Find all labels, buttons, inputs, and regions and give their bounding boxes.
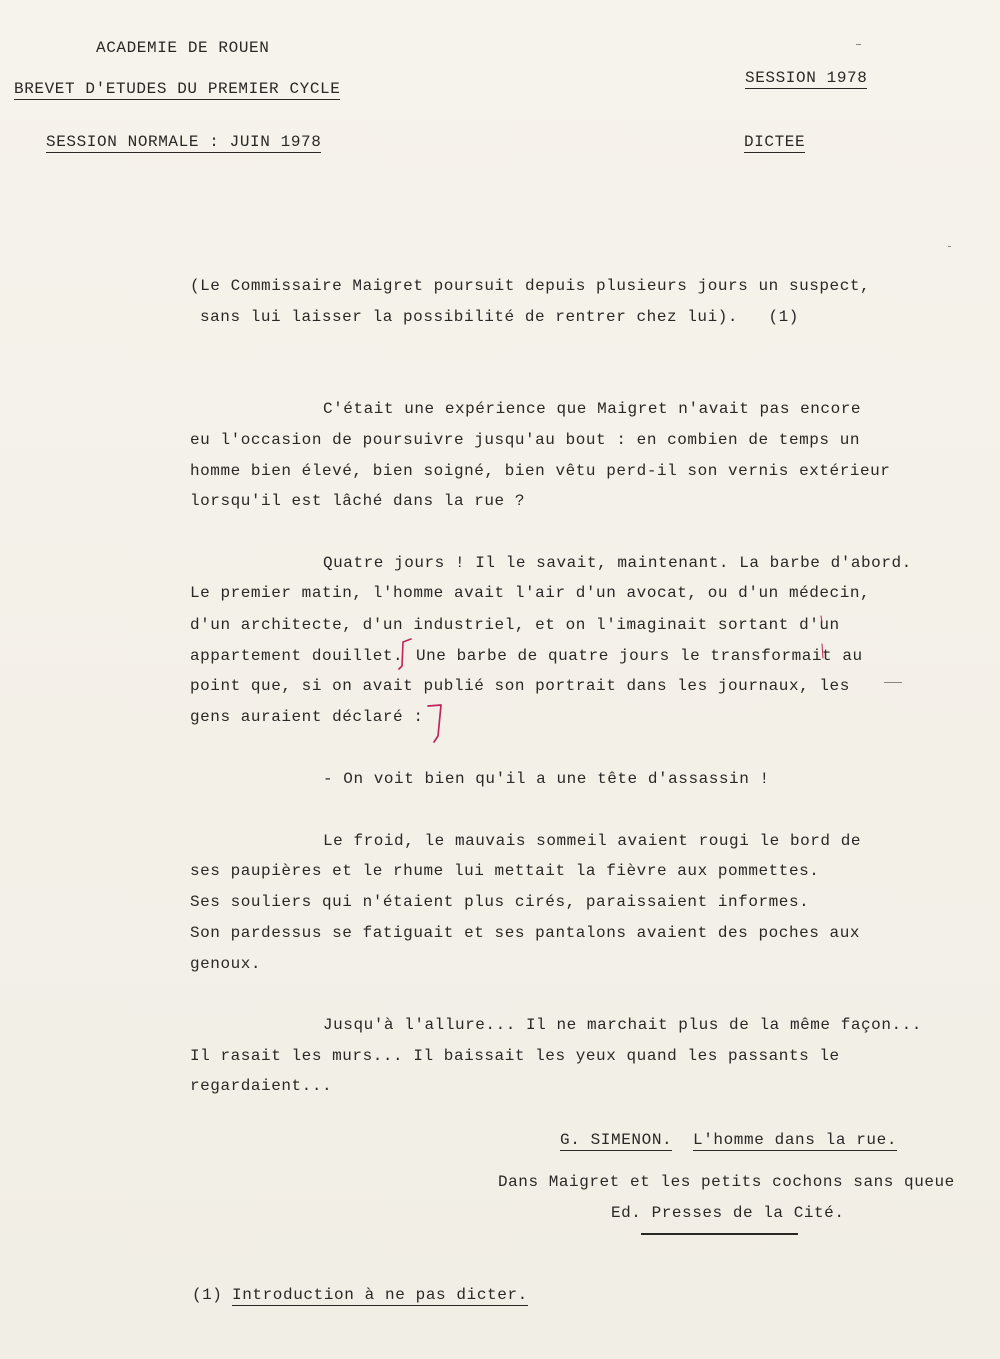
paper-speck: [884, 682, 902, 683]
session-year: SESSION 1978: [745, 69, 868, 87]
p5-line-3: regardaient...: [190, 1077, 333, 1095]
work-title: L'homme dans la rue.: [693, 1131, 898, 1149]
p2-line-4b: Une barbe de quatre jours le transformait au: [416, 647, 863, 665]
p4-line-5: genoux.: [190, 955, 262, 973]
footnote-marker: (1): [192, 1286, 223, 1304]
p2-line-4a: appartement douillet.: [190, 647, 404, 665]
p4-line-1: Le froid, le mauvais sommeil avaient rougi le bord de: [323, 832, 862, 850]
p4-line-3: Ses souliers qui n'étaient plus cirés, paraissaient informes.: [190, 893, 810, 911]
session-normale: SESSION NORMALE : JUIN 1978: [46, 133, 322, 151]
author-name: G. SIMENON.: [560, 1131, 673, 1149]
p5-line-1: Jusqu'à l'allure... Il ne marchait plus de la même façon...: [323, 1016, 922, 1034]
intro-line-1: (Le Commissaire Maigret poursuit depuis plusieurs jours un suspect,: [190, 277, 871, 295]
attribution-rule: [641, 1233, 798, 1235]
red-tick-icon: [818, 614, 826, 664]
exam-title: BREVET D'ETUDES DU PREMIER CYCLE: [14, 80, 341, 98]
p2-line-2: Le premier matin, l'homme avait l'air d'un avocat, ou d'un médecin,: [190, 584, 871, 602]
red-bracket-close-icon: [426, 702, 444, 746]
p1-line-2: eu l'occasion de poursuivre jusqu'au bout : en combien de temps un: [190, 431, 861, 449]
footnote-text: Introduction à ne pas dicter.: [232, 1286, 528, 1304]
source-line: Dans Maigret et les petits cochons sans queue: [498, 1173, 955, 1191]
paper-speck: [948, 246, 951, 247]
academy-title: ACADEMIE DE ROUEN: [96, 39, 270, 57]
red-bracket-open-icon: [398, 636, 414, 672]
paper-speck: [856, 44, 861, 45]
p1-line-3: homme bien élevé, bien soigné, bien vêtu perd-il son vernis extérieur: [190, 462, 891, 480]
p2-line-1: Quatre jours ! Il le savait, maintenant. La barbe d'abord.: [323, 554, 912, 572]
p1-line-4: lorsqu'il est lâché dans la rue ?: [190, 492, 526, 510]
p5-line-2: Il rasait les murs... Il baissait les yeux quand les passants le: [190, 1047, 840, 1065]
p2-line-6: gens auraient déclaré :: [190, 708, 424, 726]
p3-line-1: - On voit bien qu'il a une tête d'assassin !: [323, 770, 770, 788]
publisher-line: Ed. Presses de la Cité.: [611, 1204, 845, 1222]
subject-title: DICTEE: [744, 133, 806, 151]
p4-line-2: ses paupières et le rhume lui mettait la fièvre aux pommettes.: [190, 862, 820, 880]
p2-line-3: d'un architecte, d'un industriel, et on l'imaginait sortant d'un: [190, 616, 840, 634]
p2-line-5: point que, si on avait publié son portrait dans les journaux, les: [190, 677, 850, 695]
p4-line-4: Son pardessus se fatiguait et ses pantalons avaient des poches aux: [190, 924, 861, 942]
p1-line-1: C'était une expérience que Maigret n'avait pas encore: [323, 400, 862, 418]
intro-line-2: sans lui laisser la possibilité de rentrer chez lui). (1): [200, 308, 799, 326]
